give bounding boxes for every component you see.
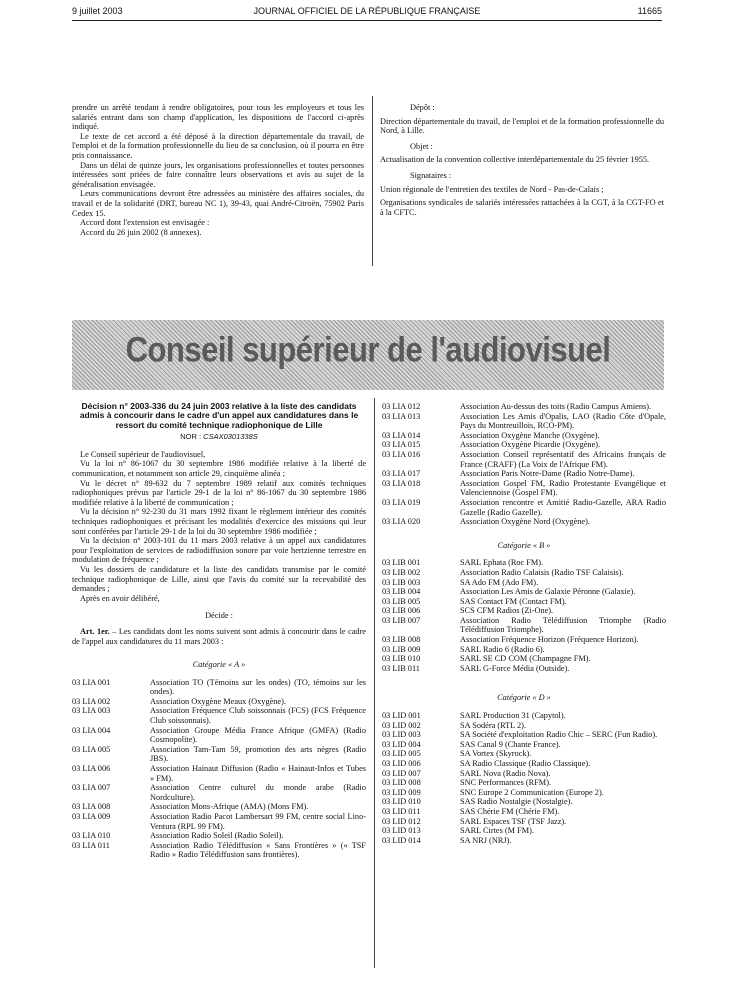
- article-text: – Les candidats dont les noms suivent sont admis à concourir dans le cadre de l'appel aux candidatures du 11 mars 2003 :: [72, 626, 366, 646]
- table-row: [72, 764, 366, 783]
- header-date: 9 juillet 2003: [72, 6, 123, 16]
- nor-value: CSAX0301338S: [203, 432, 258, 442]
- candidate-name: SARL G-Force Média (Outside).: [460, 663, 570, 673]
- candidate-code: 03 LID 001: [382, 711, 421, 721]
- candidate-code: 03 LIA 003: [72, 706, 111, 716]
- category-heading: Catégorie « D »: [497, 693, 551, 703]
- paragraph: Direction départementale du travail, de l'emploi et de la formation professionnelle du Nord, à Lille.: [380, 116, 664, 136]
- candidate-name: Association Groupe Média France Afrique (GMFA) (Radio Cosmopolite).: [150, 725, 366, 745]
- table-row: [72, 802, 366, 812]
- table-row: [72, 841, 366, 860]
- candidate-code: 03 LIB 005: [382, 596, 421, 606]
- candidate-name: Association Radio Calaisis (Radio TSF Calaisis).: [460, 567, 624, 577]
- table-row: [382, 517, 666, 527]
- table-row: [382, 730, 666, 740]
- candidate-code: 03 LIA 012: [382, 402, 421, 411]
- candidate-code: 03 LID 004: [382, 739, 421, 749]
- candidate-code: 03 LIA 019: [382, 497, 421, 507]
- paragraph: Vu les dossiers de candidature et la liste des candidats transmise par le comité technique radiophonique de Lille, ainsi que l'avis du comité sur la recevabilité des demandes ;: [72, 564, 366, 594]
- table-row: [382, 469, 666, 479]
- paragraph: Accord dont l'extension est envisagée :: [80, 218, 210, 228]
- nor-reference: [72, 432, 366, 442]
- banner-title: Conseil supérieur de l'audiovisuel: [125, 329, 611, 370]
- column-divider: [372, 96, 373, 266]
- table-row: [72, 726, 366, 745]
- candidate-name: SARL SE CD COM (Champagne FM).: [460, 654, 591, 664]
- table-row: [382, 578, 666, 588]
- category-heading: Catégorie « A »: [192, 660, 246, 670]
- candidate-name: Association TO (Témoins sur les ondes) (TO, témoins sur les ondes).: [150, 677, 366, 697]
- candidate-name: Association Oxygène Picardie (Oxygène).: [460, 440, 601, 450]
- candidate-name: Association Hainaut Diffusion (Radio « Hainaut-Infos et Tubes » FM).: [150, 764, 366, 783]
- candidate-name: SA NRJ (NRJ).: [460, 835, 512, 845]
- table-row: [72, 706, 366, 725]
- top-right-column: [380, 103, 664, 217]
- candidate-name: SA Vortex (Skyrock).: [460, 749, 532, 759]
- top-left-column: [72, 103, 364, 237]
- table-row: [382, 759, 666, 769]
- candidate-code: 03 LIB 010: [382, 654, 421, 664]
- paragraph: Union régionale de l'entretien des textiles de Nord - Pas-de-Calais ;: [380, 184, 604, 194]
- table-row: [382, 558, 666, 568]
- paragraph: Organisations syndicales de salariés intéressées rattachées à la CGT, à la CGT-FO et à la CFTC.: [380, 198, 664, 217]
- candidate-name: Association Radio Pacot Lambersart 99 FM, centre social Lino-Ventura (RPL 99 FM).: [150, 812, 366, 831]
- candidate-name: SA Ado FM (Ado FM).: [460, 577, 539, 587]
- candidate-code: 03 LIA 010: [72, 831, 111, 841]
- candidate-code: 03 LIA 006: [72, 764, 111, 774]
- candidates-column: [382, 402, 666, 845]
- paragraph: Après en avoir délibéré,: [80, 593, 160, 603]
- candidate-code: 03 LIA 015: [382, 440, 421, 450]
- candidate-code: 03 LIB 006: [382, 606, 421, 616]
- table-row: [382, 498, 666, 517]
- table-row: [382, 597, 666, 607]
- table-row: [72, 697, 366, 707]
- candidate-code: 03 LIA 014: [382, 430, 421, 440]
- article-label: Art. 1er.: [80, 626, 110, 636]
- candidate-code: 03 LIA 007: [72, 783, 111, 793]
- candidate-name: SARL Radio 6 (Radio 6).: [460, 644, 545, 654]
- candidate-name: Association Oxygène Meaux (Oxygène).: [150, 696, 286, 706]
- header-page-number: 11665: [637, 6, 662, 16]
- candidate-code: 03 LIA 018: [382, 478, 421, 488]
- candidate-name: Association Centre culturel du monde arabe (Radio Nordculture).: [150, 783, 366, 802]
- candidate-code: 03 LID 008: [382, 778, 421, 788]
- table-row: [382, 606, 666, 616]
- candidate-code: 03 LIB 011: [382, 663, 420, 673]
- candidate-name: SNC Europe 2 Communication (Europe 2).: [460, 787, 604, 797]
- candidate-name: SAS Radio Nostalgie (Nostalgie).: [460, 797, 573, 807]
- candidate-table: [382, 711, 666, 845]
- candidate-name: Association Les Amis d'Opalis, LAO (Radio Côte d'Opale, Pays du Montreuillois, RCO-PM).: [460, 411, 666, 431]
- candidate-name: SNC Performances (RFM).: [460, 778, 552, 788]
- candidate-code: 03 LID 011: [382, 806, 421, 816]
- section-banner: [72, 320, 664, 390]
- candidate-code: 03 LIB 007: [382, 615, 421, 625]
- candidate-code: 03 LID 005: [382, 749, 421, 759]
- candidate-name: Association Fréquence Horizon (Fréquence Horizon).: [460, 635, 639, 645]
- candidate-name: Association Paris Notre-Dame (Radio Notre-Dame).: [460, 469, 635, 479]
- objet-label: Objet :: [410, 141, 433, 151]
- paragraph: Vu la décision n° 2003-101 du 11 mars 2003 relative à un appel aux candidatures pour l'exploitation de services de radiodiffusion sonore par voie hertzienne terrestre en modulation de fréquence ;: [72, 536, 366, 565]
- header-rule: [72, 20, 662, 21]
- candidate-name: SARL Ephata (Roc FM).: [460, 558, 544, 568]
- table-row: [382, 431, 666, 441]
- page-header: [72, 6, 662, 18]
- candidate-name: Association rencontre et Amitié Radio-Gazelle, ARA Radio Gazelle (Radio Gazelle).: [460, 497, 666, 517]
- table-row: [382, 749, 666, 759]
- candidate-name: SAS Canal 9 (Chante France).: [460, 739, 561, 749]
- candidate-code: 03 LIA 020: [382, 517, 421, 527]
- table-row: [382, 402, 666, 412]
- paragraph: Vu la décision n° 92-230 du 31 mars 1992 fixant le règlement intérieur des comités techniques radiophoniques et précisant les modalités d'exercice des missions qui leur sont conférées par l'article 29-1 de la loi du 30 septembre 1986 modifiée ;: [72, 507, 366, 536]
- candidate-name: Association Oxygène Nord (Oxygène).: [460, 517, 590, 527]
- table-row: [382, 711, 666, 721]
- table-row: [382, 440, 666, 450]
- paragraph: Accord du 26 juin 2002 (8 annexes).: [80, 227, 202, 237]
- candidate-code: 03 LIB 002: [382, 567, 421, 577]
- table-row: [382, 654, 666, 664]
- candidate-name: Association Les Amis de Galaxie Péronne (Galaxie).: [460, 587, 636, 597]
- paragraph: Le Conseil supérieur de l'audiovisuel,: [80, 449, 206, 459]
- table-row: [382, 797, 666, 807]
- signataires-label: Signataires :: [410, 170, 452, 180]
- table-row: [72, 783, 366, 802]
- candidate-code: 03 LIA 011: [72, 840, 110, 850]
- paragraph: Dans un délai de quinze jours, les organisations professionnelles et toutes personnes intéressées sont priées de faire connaître leurs observations et avis au sujet de la généralisation envisagée.: [72, 160, 364, 189]
- candidate-code: 03 LID 010: [382, 797, 421, 807]
- table-row: [72, 678, 366, 697]
- table-row: [382, 817, 666, 827]
- candidate-name: Association Radio Soleil (Radio Soleil).: [150, 831, 284, 841]
- table-row: [382, 664, 666, 674]
- table-row: [382, 635, 666, 645]
- candidate-code: 03 LIB 001: [382, 558, 421, 568]
- candidate-name: SCS CFM Radios (Zi-One).: [460, 606, 554, 616]
- candidate-code: 03 LID 006: [382, 759, 421, 768]
- candidate-name: SAS Contact FM (Contact FM).: [460, 596, 567, 606]
- article-1: [72, 627, 366, 646]
- candidate-name: SA Société d'exploitation Radio Chic – SERC (Fun Radio).: [460, 730, 658, 740]
- table-row: [382, 645, 666, 655]
- table-row: [382, 788, 666, 798]
- decision-column: [72, 402, 366, 860]
- candidate-code: 03 LIB 009: [382, 644, 421, 654]
- table-row: [382, 807, 666, 817]
- candidate-name: Association Fréquence Club soissonnais (FCS) (FCS Fréquence Club soissonnais).: [150, 706, 366, 726]
- candidate-table: [382, 402, 666, 527]
- table-row: [382, 836, 666, 846]
- table-row: [382, 721, 666, 731]
- paragraph: Leurs communications devront être adressées au ministère des affaires sociales, du travail et de la solidarité (DRT, bureau NC 1), 39-43, quai André-Citroën, 75902 Paris Cedex 15.: [72, 189, 364, 218]
- decide-heading: Décide :: [205, 611, 233, 621]
- candidate-code: 03 LIB 003: [382, 577, 421, 587]
- candidate-code: 03 LID 012: [382, 816, 421, 826]
- table-row: [382, 616, 666, 635]
- candidate-table: [72, 678, 366, 860]
- candidate-code: 03 LIA 005: [72, 744, 111, 754]
- table-row: [382, 568, 666, 578]
- table-row: [382, 412, 666, 431]
- table-row: [382, 769, 666, 779]
- candidate-code: 03 LID 009: [382, 787, 421, 797]
- header-journal-title: JOURNAL OFFICIEL DE LA RÉPUBLIQUE FRANÇAISE: [253, 6, 481, 16]
- table-row: [382, 479, 666, 498]
- table-row: [72, 812, 366, 831]
- table-row: [382, 826, 666, 836]
- candidate-name: Association Gospel FM, Radio Protestante Evangélique et Valenciennoise (Gospel FM).: [460, 478, 666, 498]
- column-divider: [374, 398, 375, 968]
- candidate-name: SARL Production 31 (Capytol).: [460, 711, 566, 721]
- candidate-code: 03 LIA 016: [382, 449, 421, 459]
- candidate-name: Association Au-dessus des toits (Radio Campus Amiens).: [460, 402, 652, 411]
- depot-label: Dépôt :: [410, 103, 435, 112]
- candidate-name: Association Radio Télédiffusion Triomphe (Radio Télédiffusion Triomphe).: [460, 615, 666, 635]
- candidate-code: 03 LID 002: [382, 720, 421, 730]
- paragraph: Vu le décret n° 89-632 du 7 septembre 1989 relatif aux comités techniques radiophoniques prévus par l'article 29-1 de la loi n° 86-1067 du 30 septembre 1986 modifiée relative à la liberté de communication ;: [72, 478, 366, 507]
- candidate-name: SARL Nova (Radio Nova).: [460, 768, 551, 778]
- table-row: [382, 778, 666, 788]
- candidate-code: 03 LIA 013: [382, 411, 421, 421]
- candidate-name: Association Conseil représentatif des Africains français de France (CRAFF) (La Voix de l'Afrique FM).: [460, 449, 666, 469]
- table-row: [382, 587, 666, 597]
- candidate-name: SA Sodéra (RTL 2).: [460, 720, 527, 730]
- candidate-name: SAS Chérie FM (Chérie FM).: [460, 806, 560, 816]
- decision-title: Décision n° 2003-336 du 24 juin 2003 relative à la liste des candidats admis à concourir dans le cadre d'un appel aux candidatures dans le ressort du comité technique radiophonique de Lille: [79, 401, 359, 430]
- paragraph: prendre un arrêté tendant à rendre obligatoires, pour tous les employeurs et tous les salariés entrant dans son champ d'application, les dispositions de l'accord ci-après indiqué.: [72, 103, 364, 132]
- table-row: [72, 745, 366, 764]
- nor-label: NOR :: [180, 432, 202, 442]
- candidate-code: 03 LIB 004: [382, 587, 421, 597]
- candidate-code: 03 LIA 004: [72, 725, 111, 735]
- candidate-code: 03 LID 003: [382, 730, 421, 740]
- candidate-name: SARL Cirtes (M FM).: [460, 826, 534, 836]
- candidate-name: Association Oxygène Manche (Oxygène).: [460, 430, 600, 440]
- paragraph: Actualisation de la convention collective interdépartementale du 25 février 1955.: [380, 155, 650, 165]
- candidate-code: 03 LIA 002: [72, 696, 111, 706]
- candidate-table: [382, 558, 666, 673]
- candidate-name: SARL Espaces TSF (TSF Jazz).: [460, 816, 567, 826]
- candidate-name: Association Mons-Afrique (AMA) (Mons FM).: [150, 802, 309, 812]
- candidate-code: 03 LIA 008: [72, 802, 111, 812]
- candidate-code: 03 LID 013: [382, 826, 421, 836]
- table-row: [72, 831, 366, 841]
- candidate-code: 03 LIA 001: [72, 677, 111, 687]
- table-row: [382, 450, 666, 469]
- candidate-name: Association Radio Télédiffusion « Sans Frontières » (« TSF Radio » Radio Télédiffusion sans frontières).: [150, 840, 366, 860]
- candidate-code: 03 LID 014: [382, 835, 421, 845]
- category-heading: Catégorie « B »: [497, 540, 551, 550]
- paragraph: Vu la loi n° 86-1067 du 30 septembre 1986 modifiée relative à la liberté de communication, et notamment son article 29, cinquième alinéa ;: [72, 459, 366, 478]
- paragraph: Le texte de cet accord a été déposé à la direction départementale du travail, de l'emploi et de la formation professionnelle du lieu de sa conclusion, où il pourra en être pris connaissance.: [72, 131, 364, 160]
- table-row: [382, 740, 666, 750]
- candidate-code: 03 LIB 008: [382, 635, 421, 645]
- candidate-name: SA Radio Classique (Radio Classique).: [460, 759, 591, 768]
- candidate-name: Association Tam-Tam 59, promotion des arts nègres (Radio JBS).: [150, 744, 366, 764]
- candidate-code: 03 LIA 017: [382, 469, 421, 479]
- candidate-code: 03 LIA 009: [72, 812, 111, 821]
- candidate-code: 03 LID 007: [382, 768, 421, 778]
